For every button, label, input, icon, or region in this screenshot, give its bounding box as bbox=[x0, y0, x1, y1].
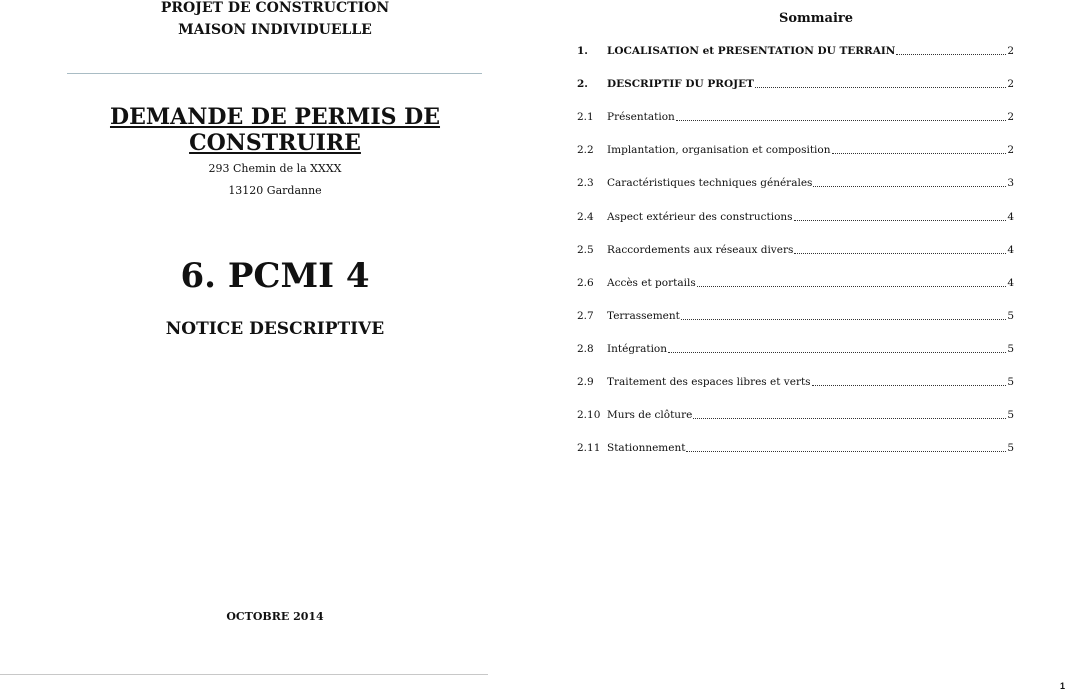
toc-entry-title: Intégration bbox=[607, 342, 668, 355]
toc-entry[interactable] bbox=[577, 208, 1014, 224]
toc-dot-leader bbox=[812, 385, 1007, 386]
toc-entry[interactable] bbox=[577, 108, 1014, 124]
toc-entry-number: 2.8 bbox=[577, 342, 594, 355]
toc-entry[interactable] bbox=[577, 75, 1014, 91]
toc-entry-page: 5 bbox=[1007, 409, 1014, 422]
bottom-divider bbox=[0, 674, 488, 675]
toc-entry-number: 1. bbox=[577, 45, 588, 57]
toc-heading: Sommaire bbox=[778, 11, 854, 26]
toc-entry[interactable] bbox=[577, 42, 1014, 58]
toc-dot-leader bbox=[668, 352, 1006, 353]
project-title bbox=[60, 0, 490, 41]
toc-entry-page: 5 bbox=[1007, 376, 1014, 388]
toc-entry-title: Présentation bbox=[607, 111, 675, 124]
toc-entry-page: 2 bbox=[1007, 78, 1014, 91]
toc-entry-title: Raccordements aux réseaux divers bbox=[607, 243, 794, 256]
toc-entry[interactable] bbox=[577, 373, 1014, 389]
toc-dot-leader bbox=[896, 54, 1006, 55]
page-number: 1 bbox=[1060, 681, 1066, 691]
toc-entry-number: 2.4 bbox=[577, 210, 594, 223]
address-block bbox=[60, 158, 490, 202]
address-street: 293 Chemin de la XXXX bbox=[208, 162, 342, 175]
toc-entry-title: Implantation, organisation et composition bbox=[607, 144, 831, 157]
project-title-line2: MAISON INDIVIDUELLE bbox=[178, 22, 372, 38]
toc-dot-leader bbox=[681, 319, 1006, 320]
toc-dot-leader bbox=[693, 418, 1006, 419]
toc-entry-title: LOCALISATION et PRESENTATION DU TERRAIN bbox=[607, 45, 896, 57]
toc-entry[interactable] bbox=[577, 406, 1014, 422]
toc-entry-page: 2 bbox=[1007, 45, 1014, 57]
toc-entry[interactable] bbox=[577, 439, 1014, 455]
toc-entry-title: Terrassement bbox=[607, 309, 680, 322]
toc-entry-page: 2 bbox=[1007, 111, 1014, 124]
toc-entry-title: Murs de clôture bbox=[607, 409, 693, 422]
toc-entry-page: 5 bbox=[1007, 309, 1014, 322]
toc-entry-number: 2.7 bbox=[577, 309, 594, 322]
toc-entry-number: 2.10 bbox=[577, 409, 601, 422]
toc-entry-number: 2.5 bbox=[577, 243, 594, 256]
toc-entry[interactable] bbox=[577, 174, 1014, 190]
toc-entry-title: Traitement des espaces libres et verts bbox=[607, 376, 811, 388]
permit-request-title: DEMANDE DE PERMIS DE CONSTRUIRE bbox=[109, 104, 441, 156]
toc-entry-title: Aspect extérieur des constructions bbox=[607, 210, 793, 223]
toc-dot-leader bbox=[755, 87, 1006, 88]
toc-entry-page: 5 bbox=[1007, 342, 1014, 355]
toc-entry-page: 2 bbox=[1007, 144, 1014, 157]
toc-entry-number: 2.6 bbox=[577, 276, 594, 289]
toc-entry-title: Stationnement bbox=[607, 442, 686, 455]
project-title-line1: PROJET DE CONSTRUCTION bbox=[160, 0, 390, 16]
toc-entry-title: Accès et portails bbox=[607, 276, 696, 289]
table-of-contents bbox=[577, 0, 1014, 695]
toc-entry-title: DESCRIPTIF DU PROJET bbox=[607, 78, 754, 91]
toc-entry-page: 4 bbox=[1007, 210, 1014, 223]
toc-entry-number: 2.11 bbox=[577, 442, 601, 455]
toc-entry-number: 2. bbox=[577, 78, 588, 91]
toc-entry-page: 4 bbox=[1007, 243, 1014, 256]
toc-dot-leader bbox=[794, 220, 1007, 221]
toc-dot-leader bbox=[794, 253, 1006, 254]
toc-entry[interactable] bbox=[577, 274, 1014, 290]
toc-dot-leader bbox=[686, 451, 1006, 452]
toc-entry-number: 2.1 bbox=[577, 111, 594, 124]
document-subtitle: NOTICE DESCRIPTIVE bbox=[165, 319, 385, 339]
toc-dot-leader bbox=[676, 120, 1007, 121]
top-divider bbox=[67, 73, 482, 74]
document-code: 6. PCMI 4 bbox=[180, 256, 370, 296]
address-city: 13120 Gardanne bbox=[228, 184, 322, 197]
document-date: OCTOBRE 2014 bbox=[226, 610, 324, 623]
toc-entry[interactable] bbox=[577, 340, 1014, 356]
toc-entry[interactable] bbox=[577, 241, 1014, 257]
toc-entry-page: 4 bbox=[1007, 276, 1014, 289]
toc-dot-leader bbox=[832, 153, 1007, 154]
toc-entry[interactable] bbox=[577, 141, 1014, 157]
toc-entry-page: 3 bbox=[1007, 177, 1014, 190]
toc-entry-number: 2.9 bbox=[577, 376, 594, 388]
toc-dot-leader bbox=[813, 186, 1006, 187]
toc-entry[interactable] bbox=[577, 307, 1014, 323]
toc-entry-title: Caractéristiques techniques générales bbox=[607, 177, 813, 190]
toc-entry-number: 2.3 bbox=[577, 177, 594, 190]
toc-entry-number: 2.2 bbox=[577, 144, 594, 157]
toc-entry-page: 5 bbox=[1007, 442, 1014, 455]
toc-dot-leader bbox=[697, 286, 1007, 287]
